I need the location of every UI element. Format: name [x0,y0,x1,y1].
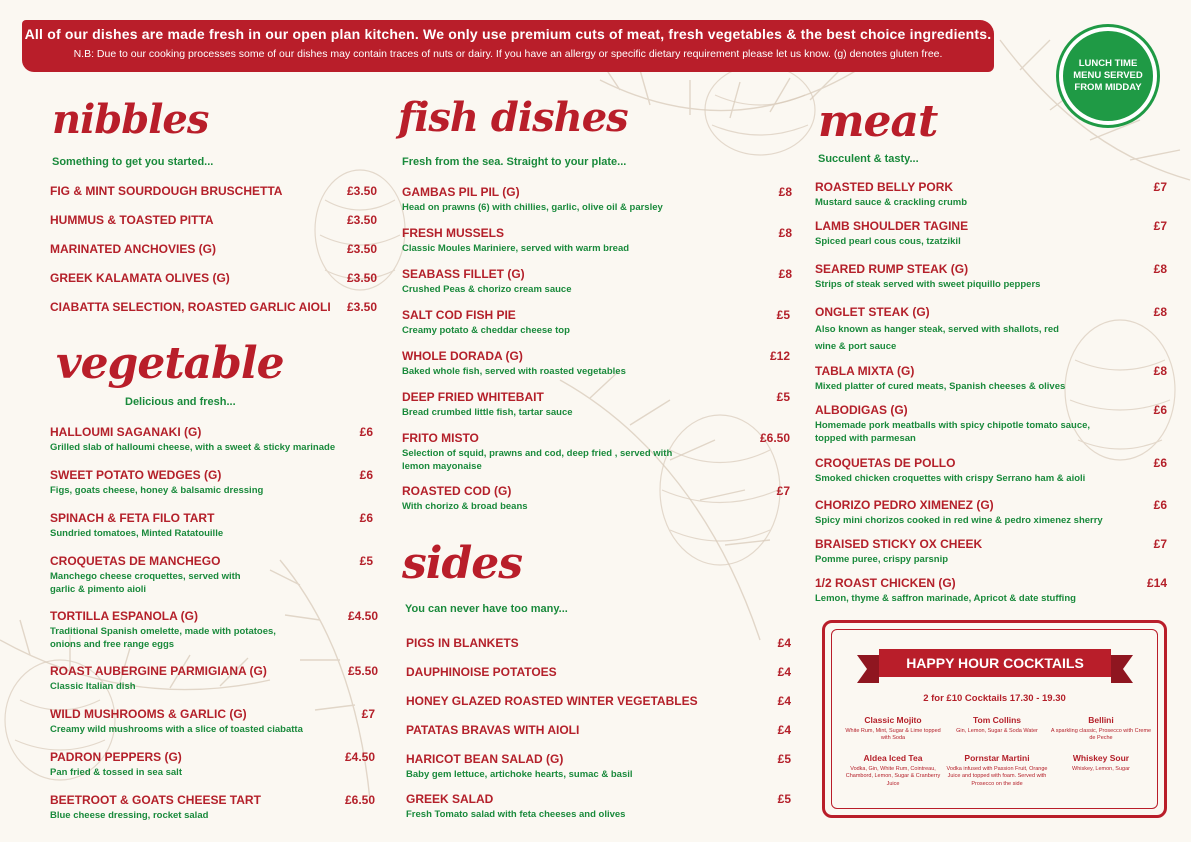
menu-item [50,468,373,498]
item-description: Also known as hanger steak, served with shallots, red wine & port sauce [815,324,1059,352]
item-name: GAMBAS PIL PIL (G) [402,185,520,199]
item-name: PATATAS BRAVAS WITH AIOLI [406,723,580,737]
item-name: CROQUETAS DE POLLO [815,456,956,470]
cocktail-name: Pornstar Martini [964,753,1030,763]
item-description: Baby gem lettuce, artichoke hearts, sumac & basil [406,769,633,780]
menu-item [815,219,1167,249]
item-price: £8 [1153,305,1167,319]
vegetable-title: vegetable [56,338,284,389]
menu-item [50,511,373,541]
menu-item [50,750,375,780]
happy-hour-cocktails-box [822,620,1167,818]
menu-item [815,364,1167,394]
meat-subtitle: Succulent & tasty... [818,153,919,165]
item-description: With chorizo & broad beans [402,501,528,512]
item-price: £7 [361,707,375,721]
item-name: LAMB SHOULDER TAGINE [815,219,969,233]
menu-item [50,793,375,823]
menu-item [815,537,1167,567]
item-name: PIGS IN BLANKETS [406,636,519,650]
item-name: ROASTED BELLY PORK [815,180,954,194]
cocktail-item [945,753,1049,788]
item-price: £4 [777,694,791,708]
item-price: £7 [776,484,790,498]
item-price: £5 [777,792,791,806]
item-description: Classic Italian dish [50,681,136,692]
menu-item [402,185,792,215]
item-name: SPINACH & FETA FILO TART [50,511,215,525]
item-price: £7 [1153,180,1167,194]
menu-item [50,271,377,285]
item-name: GREEK KALAMATA OLIVES (G) [50,271,230,285]
item-name: WILD MUSHROOMS & GARLIC (G) [50,707,247,721]
item-description: Baked whole fish, served with roasted vegetables [402,366,626,377]
item-price: £5 [359,554,373,568]
menu-item [50,184,377,198]
menu-item [815,305,1167,355]
item-price: £3.50 [346,300,377,314]
item-description: Spicy mini chorizos cooked in red wine & pedro ximenez sherry [815,515,1103,526]
lunch-badge: LUNCH TIME MENU SERVED FROM MIDDAY [1059,27,1157,125]
item-description: Figs, goats cheese, honey & balsamic dressing [50,485,264,496]
item-name: BRAISED STICKY OX CHEEK [815,537,983,551]
menu-item [406,792,791,822]
item-price: £6 [359,425,373,439]
banner-allergy-note: N.B: Due to our cooking processes some of our dishes may contain traces of nuts or dairy. If you have an allergy or specific dietary requirement please let us know. (g) denotes gluten free. [73,48,943,60]
menu-item [50,707,375,737]
item-name: 1/2 ROAST CHICKEN (G) [815,576,956,590]
item-price: £3.50 [346,184,377,198]
item-price: £14 [1146,576,1167,590]
menu-item [406,694,791,708]
item-name: FRITO MISTO [402,431,479,445]
item-price: £8 [1153,262,1167,276]
item-description: Blue cheese dressing, rocket salad [50,810,209,821]
item-name: WHOLE DORADA (G) [402,349,523,363]
item-price: £6 [1153,498,1167,512]
item-name: ALBODIGAS (G) [815,403,908,417]
item-description: Strips of steak served with sweet piquillo peppers [815,279,1041,290]
cocktail-description: Gin, Lemon, Sugar & Soda Water [956,728,1038,734]
item-description: Classic Moules Mariniere, served with warm bread [402,243,630,254]
cocktails-offer: 2 for £10 Cocktails 17.30 - 19.30 [923,693,1066,704]
item-description: Grilled slab of halloumi cheese, with a sweet & sticky marinade [50,442,336,453]
item-price: £5 [776,390,790,404]
item-name: SWEET POTATO WEDGES (G) [50,468,222,482]
item-description: Selection of squid, prawns and cod, deep fried , served with lemon mayonaise [402,448,673,472]
item-price: £8 [778,267,792,281]
item-name: HONEY GLAZED ROASTED WINTER VEGETABLES [406,694,698,708]
item-price: £6 [1153,456,1167,470]
item-name: CHORIZO PEDRO XIMENEZ (G) [815,498,994,512]
item-price: £6.50 [344,793,375,807]
cocktail-item [1049,715,1153,743]
cocktail-name: Classic Mojito [864,715,922,725]
item-name: PADRON PEPPERS (G) [50,750,182,764]
item-price: £7 [1153,219,1167,233]
vegetable-subtitle: Delicious and fresh... [125,396,236,408]
item-description: Spiced pearl cous cous, tzatzikil [815,236,961,247]
nibbles-subtitle: Something to get you started... [52,156,214,168]
fish-subtitle: Fresh from the sea. Straight to your plate... [402,156,627,168]
item-description: Traditional Spanish omelette, made with potatoes, onions and free range eggs [50,626,276,650]
menu-item [50,242,377,256]
cocktail-name: Tom Collins [972,715,1021,725]
item-price: £3.50 [346,213,377,227]
menu-item [815,403,1167,446]
menu-item [50,554,373,597]
sides-title: sides [402,538,523,589]
item-name: ROASTED COD (G) [402,484,512,498]
cocktail-item [945,715,1049,735]
fish-title: fish dishes [398,94,628,141]
banner-headline: All of our dishes are made fresh in our open plan kitchen. We only use premium cuts of meat, fresh vegetables & the best choice ingredients. [24,26,992,42]
item-description: Pan fried & tossed in sea salt [50,767,182,778]
item-price: £12 [769,349,790,363]
item-price: £4 [777,723,791,737]
cocktail-name: Aldea Iced Tea [863,753,923,763]
item-price: £8 [1153,364,1167,378]
item-price: £3.50 [346,271,377,285]
item-name: SEABASS FILLET (G) [402,267,525,281]
item-name: HUMMUS & TOASTED PITTA [50,213,214,227]
cocktail-item [841,753,945,788]
menu-item [402,431,790,474]
item-description: Creamy wild mushrooms with a slice of toasted ciabatta [50,724,303,735]
item-price: £6.50 [759,431,790,445]
cocktail-name: Bellini [1088,715,1114,725]
cocktail-description: Vodka infused with Passion Fruit, Orange Juice and topped with foam. Served with Prosecco on the side [946,766,1048,787]
item-price: £4 [777,636,791,650]
menu-item [402,349,790,379]
item-description: Mixed platter of cured meats, Spanish cheeses & olives [815,381,1066,392]
item-description: Fresh Tomato salad with feta cheeses and olives [406,809,626,820]
item-description: Mustard sauce & crackling crumb [815,197,968,208]
menu-item [50,609,378,652]
item-price: £6 [359,511,373,525]
item-name: DEEP FRIED WHITEBAIT [402,390,544,404]
item-description: Crushed Peas & chorizo cream sauce [402,284,572,295]
menu-item [406,636,791,650]
item-price: £5 [776,308,790,322]
menu-item [402,308,790,338]
item-name: HARICOT BEAN SALAD (G) [406,752,564,766]
item-price: £4 [777,665,791,679]
item-name: FIG & MINT SOURDOUGH BRUSCHETTA [50,184,283,198]
item-price: £5.50 [347,664,378,678]
cocktail-description: Whiskey, Lemon, Sugar [1072,766,1130,772]
cocktail-item [1049,753,1153,773]
item-name: BEETROOT & GOATS CHEESE TART [50,793,261,807]
item-name: GREEK SALAD [406,792,494,806]
menu-item [406,665,791,679]
item-name: ROAST AUBERGINE PARMIGIANA (G) [50,664,267,678]
cocktail-description: Vodka, Gin, White Rum, Cointreau, Chambord, Lemon, Sugar & Cranberry Juice [845,766,941,787]
item-description: Smoked chicken croquettes with crispy Serrano ham & aioli [815,473,1086,484]
item-name: SEARED RUMP STEAK (G) [815,262,969,276]
item-name: TORTILLA ESPANOLA (G) [50,609,198,623]
item-price: £4.50 [347,609,378,623]
item-description: Creamy potato & cheddar cheese top [402,325,570,336]
item-description: Bread crumbed little fish, tartar sauce [402,407,573,418]
item-name: FRESH MUSSELS [402,226,505,240]
item-price: £3.50 [346,242,377,256]
menu-item [406,752,791,782]
item-price: £6 [359,468,373,482]
item-price: £5 [777,752,791,766]
item-price: £6 [1153,403,1167,417]
menu-item [815,576,1167,606]
item-name: CROQUETAS DE MANCHEGO [50,554,221,568]
item-name: ONGLET STEAK (G) [815,305,930,319]
cocktails-title-ribbon: HAPPY HOUR COCKTAILS [879,649,1111,677]
item-description: Lemon, thyme & saffron marinade, Apricot & date stuffing [815,593,1076,604]
allergy-banner [22,20,994,72]
cocktail-name: Whiskey Sour [1072,753,1130,763]
item-name: MARINATED ANCHOVIES (G) [50,242,216,256]
item-name: HALLOUMI SAGANAKI (G) [50,425,202,439]
nibbles-title: nibbles [52,96,209,143]
cocktail-description: A sparkling classic, Prosecco with Creme de Peche [1050,728,1152,742]
menu-item [815,456,1167,486]
cocktail-description: White Rum, Mint, Sugar & Lime topped with Soda [845,728,941,742]
item-price: £8 [778,226,792,240]
item-price: £7 [1153,537,1167,551]
menu-item [815,498,1167,528]
item-description: Homemade pork meatballs with spicy chipotle tomato sauce, topped with parmesan [815,420,1091,444]
item-description: Pomme puree, crispy parsnip [815,554,949,565]
menu-item [402,267,792,297]
menu-item [50,300,377,314]
item-price: £8 [778,185,792,199]
menu-item [815,180,1167,210]
item-description: Head on prawns (6) with chillies, garlic, olive oil & parsley [402,202,663,213]
menu-item [50,664,378,694]
item-name: DAUPHINOISE POTATOES [406,665,557,679]
item-price: £4.50 [344,750,375,764]
cocktail-item [841,715,945,743]
sides-subtitle: You can never have too many... [405,603,568,615]
menu-item [406,723,791,737]
menu-item [402,390,790,420]
menu-item [815,262,1167,292]
item-name: TABLA MIXTA (G) [815,364,915,378]
menu-item [50,425,373,455]
item-name: SALT COD FISH PIE [402,308,516,322]
menu-item [50,213,377,227]
item-name: CIABATTA SELECTION, ROASTED GARLIC AIOLI [50,300,331,314]
meat-title: meat [818,96,938,147]
menu-item [402,484,790,514]
item-description: Sundried tomatoes, Minted Ratatouille [50,528,224,539]
item-description: Manchego cheese croquettes, served with garlic & pimento aioli [50,571,241,595]
menu-item [402,226,792,256]
